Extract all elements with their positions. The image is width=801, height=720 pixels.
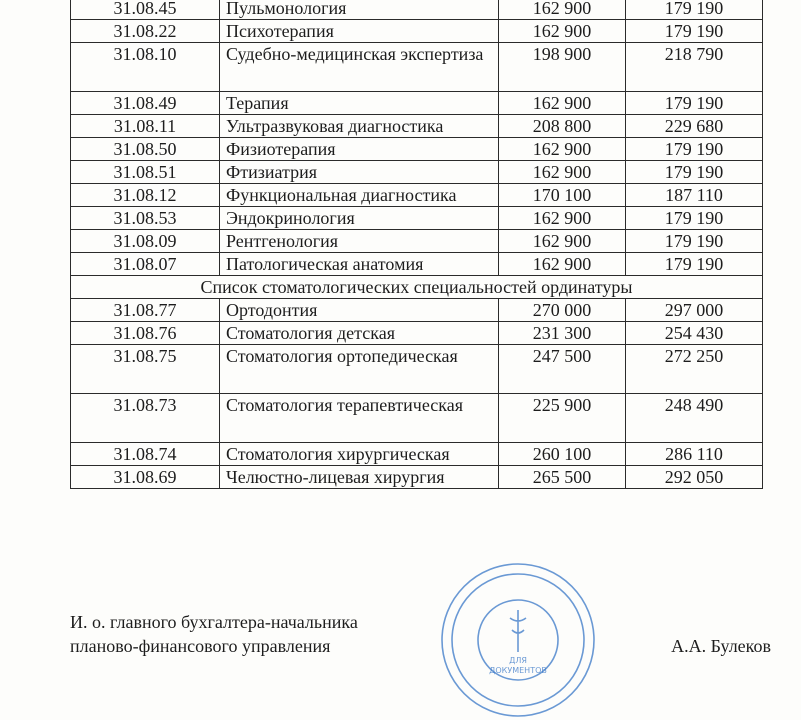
price-2: 292 050 [626, 466, 763, 489]
price-1: 162 900 [499, 20, 626, 43]
specialty-name: Стоматология хирургическая [220, 443, 499, 466]
specialty-name: Патологическая анатомия [220, 253, 499, 276]
specialty-name: Фтизиатрия [220, 161, 499, 184]
signatory-title [70, 610, 358, 658]
price-1: 198 900 [499, 43, 626, 92]
section-header-row [71, 276, 763, 299]
official-stamp [438, 560, 598, 720]
signatory-title-line-1: И. о. главного бухгалтера-начальника [70, 612, 358, 632]
specialty-code: 31.08.76 [71, 322, 220, 345]
table-row [71, 207, 763, 230]
price-2: 272 250 [626, 345, 763, 394]
section-title: Список стоматологических специальностей ординатуры [71, 276, 763, 299]
price-1: 162 900 [499, 92, 626, 115]
price-1: 208 800 [499, 115, 626, 138]
price-1: 231 300 [499, 322, 626, 345]
table-row [71, 466, 763, 489]
table-row [71, 161, 763, 184]
specialty-code: 31.08.51 [71, 161, 220, 184]
price-1: 162 900 [499, 230, 626, 253]
price-2: 187 110 [626, 184, 763, 207]
price-1: 225 900 [499, 394, 626, 443]
price-2: 179 190 [626, 161, 763, 184]
table-row [71, 184, 763, 207]
price-1: 170 100 [499, 184, 626, 207]
price-2: 179 190 [626, 138, 763, 161]
specialty-code: 31.08.74 [71, 443, 220, 466]
price-2: 229 680 [626, 115, 763, 138]
specialty-name: Рентгенология [220, 230, 499, 253]
dental-specialties-body [71, 299, 763, 489]
table-row [71, 0, 763, 20]
price-2: 179 190 [626, 253, 763, 276]
specialty-name: Стоматология детская [220, 322, 499, 345]
table-row [71, 138, 763, 161]
stamp-text-1: ДЛЯ [509, 656, 527, 665]
specialty-code: 31.08.73 [71, 394, 220, 443]
table-row [71, 394, 763, 443]
price-1: 162 900 [499, 161, 626, 184]
signatory-title-line-2: планово-финансового управления [70, 636, 331, 656]
signatory-name: А.А. Булеков [671, 636, 771, 656]
price-2: 179 190 [626, 0, 763, 20]
specialty-name: Физиотерапия [220, 138, 499, 161]
specialty-name: Пульмонология [220, 0, 499, 20]
specialty-code: 31.08.69 [71, 466, 220, 489]
specialty-code: 31.08.45 [71, 0, 220, 20]
specialty-code: 31.08.07 [71, 253, 220, 276]
price-2: 254 430 [626, 322, 763, 345]
price-2: 248 490 [626, 394, 763, 443]
specialty-code: 31.08.22 [71, 20, 220, 43]
table-row [71, 443, 763, 466]
price-1: 162 900 [499, 138, 626, 161]
specialty-name: Эндокринология [220, 207, 499, 230]
price-1: 162 900 [499, 253, 626, 276]
specialty-name: Ультразвуковая диагностика [220, 115, 499, 138]
specialty-code: 31.08.11 [71, 115, 220, 138]
table-row [71, 299, 763, 322]
specialty-code: 31.08.10 [71, 43, 220, 92]
price-2: 218 790 [626, 43, 763, 92]
price-2: 297 000 [626, 299, 763, 322]
specialty-name: Стоматология терапевтическая [220, 394, 499, 443]
table-row [71, 253, 763, 276]
price-2: 179 190 [626, 230, 763, 253]
table-row [71, 322, 763, 345]
specialty-code: 31.08.53 [71, 207, 220, 230]
specialty-code: 31.08.50 [71, 138, 220, 161]
table-row [71, 230, 763, 253]
table-row [71, 345, 763, 394]
price-1: 247 500 [499, 345, 626, 394]
price-2: 179 190 [626, 20, 763, 43]
specialty-code: 31.08.12 [71, 184, 220, 207]
specialty-name: Судебно-медицинская экспертиза [220, 43, 499, 92]
stamp-emblem-icon [510, 610, 526, 652]
price-2: 179 190 [626, 207, 763, 230]
price-1: 260 100 [499, 443, 626, 466]
table-row [71, 115, 763, 138]
specialty-name: Ортодонтия [220, 299, 499, 322]
table-row [71, 20, 763, 43]
price-2: 286 110 [626, 443, 763, 466]
specialty-name: Психотерапия [220, 20, 499, 43]
price-2: 179 190 [626, 92, 763, 115]
medical-specialties-body [71, 0, 763, 276]
price-1: 162 900 [499, 0, 626, 20]
specialty-name: Терапия [220, 92, 499, 115]
specialty-name: Челюстно-лицевая хирургия [220, 466, 499, 489]
specialty-code: 31.08.49 [71, 92, 220, 115]
specialty-code: 31.08.77 [71, 299, 220, 322]
specialty-name: Стоматология ортопедическая [220, 345, 499, 394]
stamp-text-2: ДОКУМЕНТОВ [489, 666, 547, 675]
price-1: 265 500 [499, 466, 626, 489]
price-1: 162 900 [499, 207, 626, 230]
table-row [71, 43, 763, 92]
table-row [71, 92, 763, 115]
section-header-body [71, 276, 763, 299]
specialty-code: 31.08.09 [71, 230, 220, 253]
specialty-name: Функциональная диагностика [220, 184, 499, 207]
specialty-code: 31.08.75 [71, 345, 220, 394]
price-1: 270 000 [499, 299, 626, 322]
price-table [70, 0, 763, 489]
